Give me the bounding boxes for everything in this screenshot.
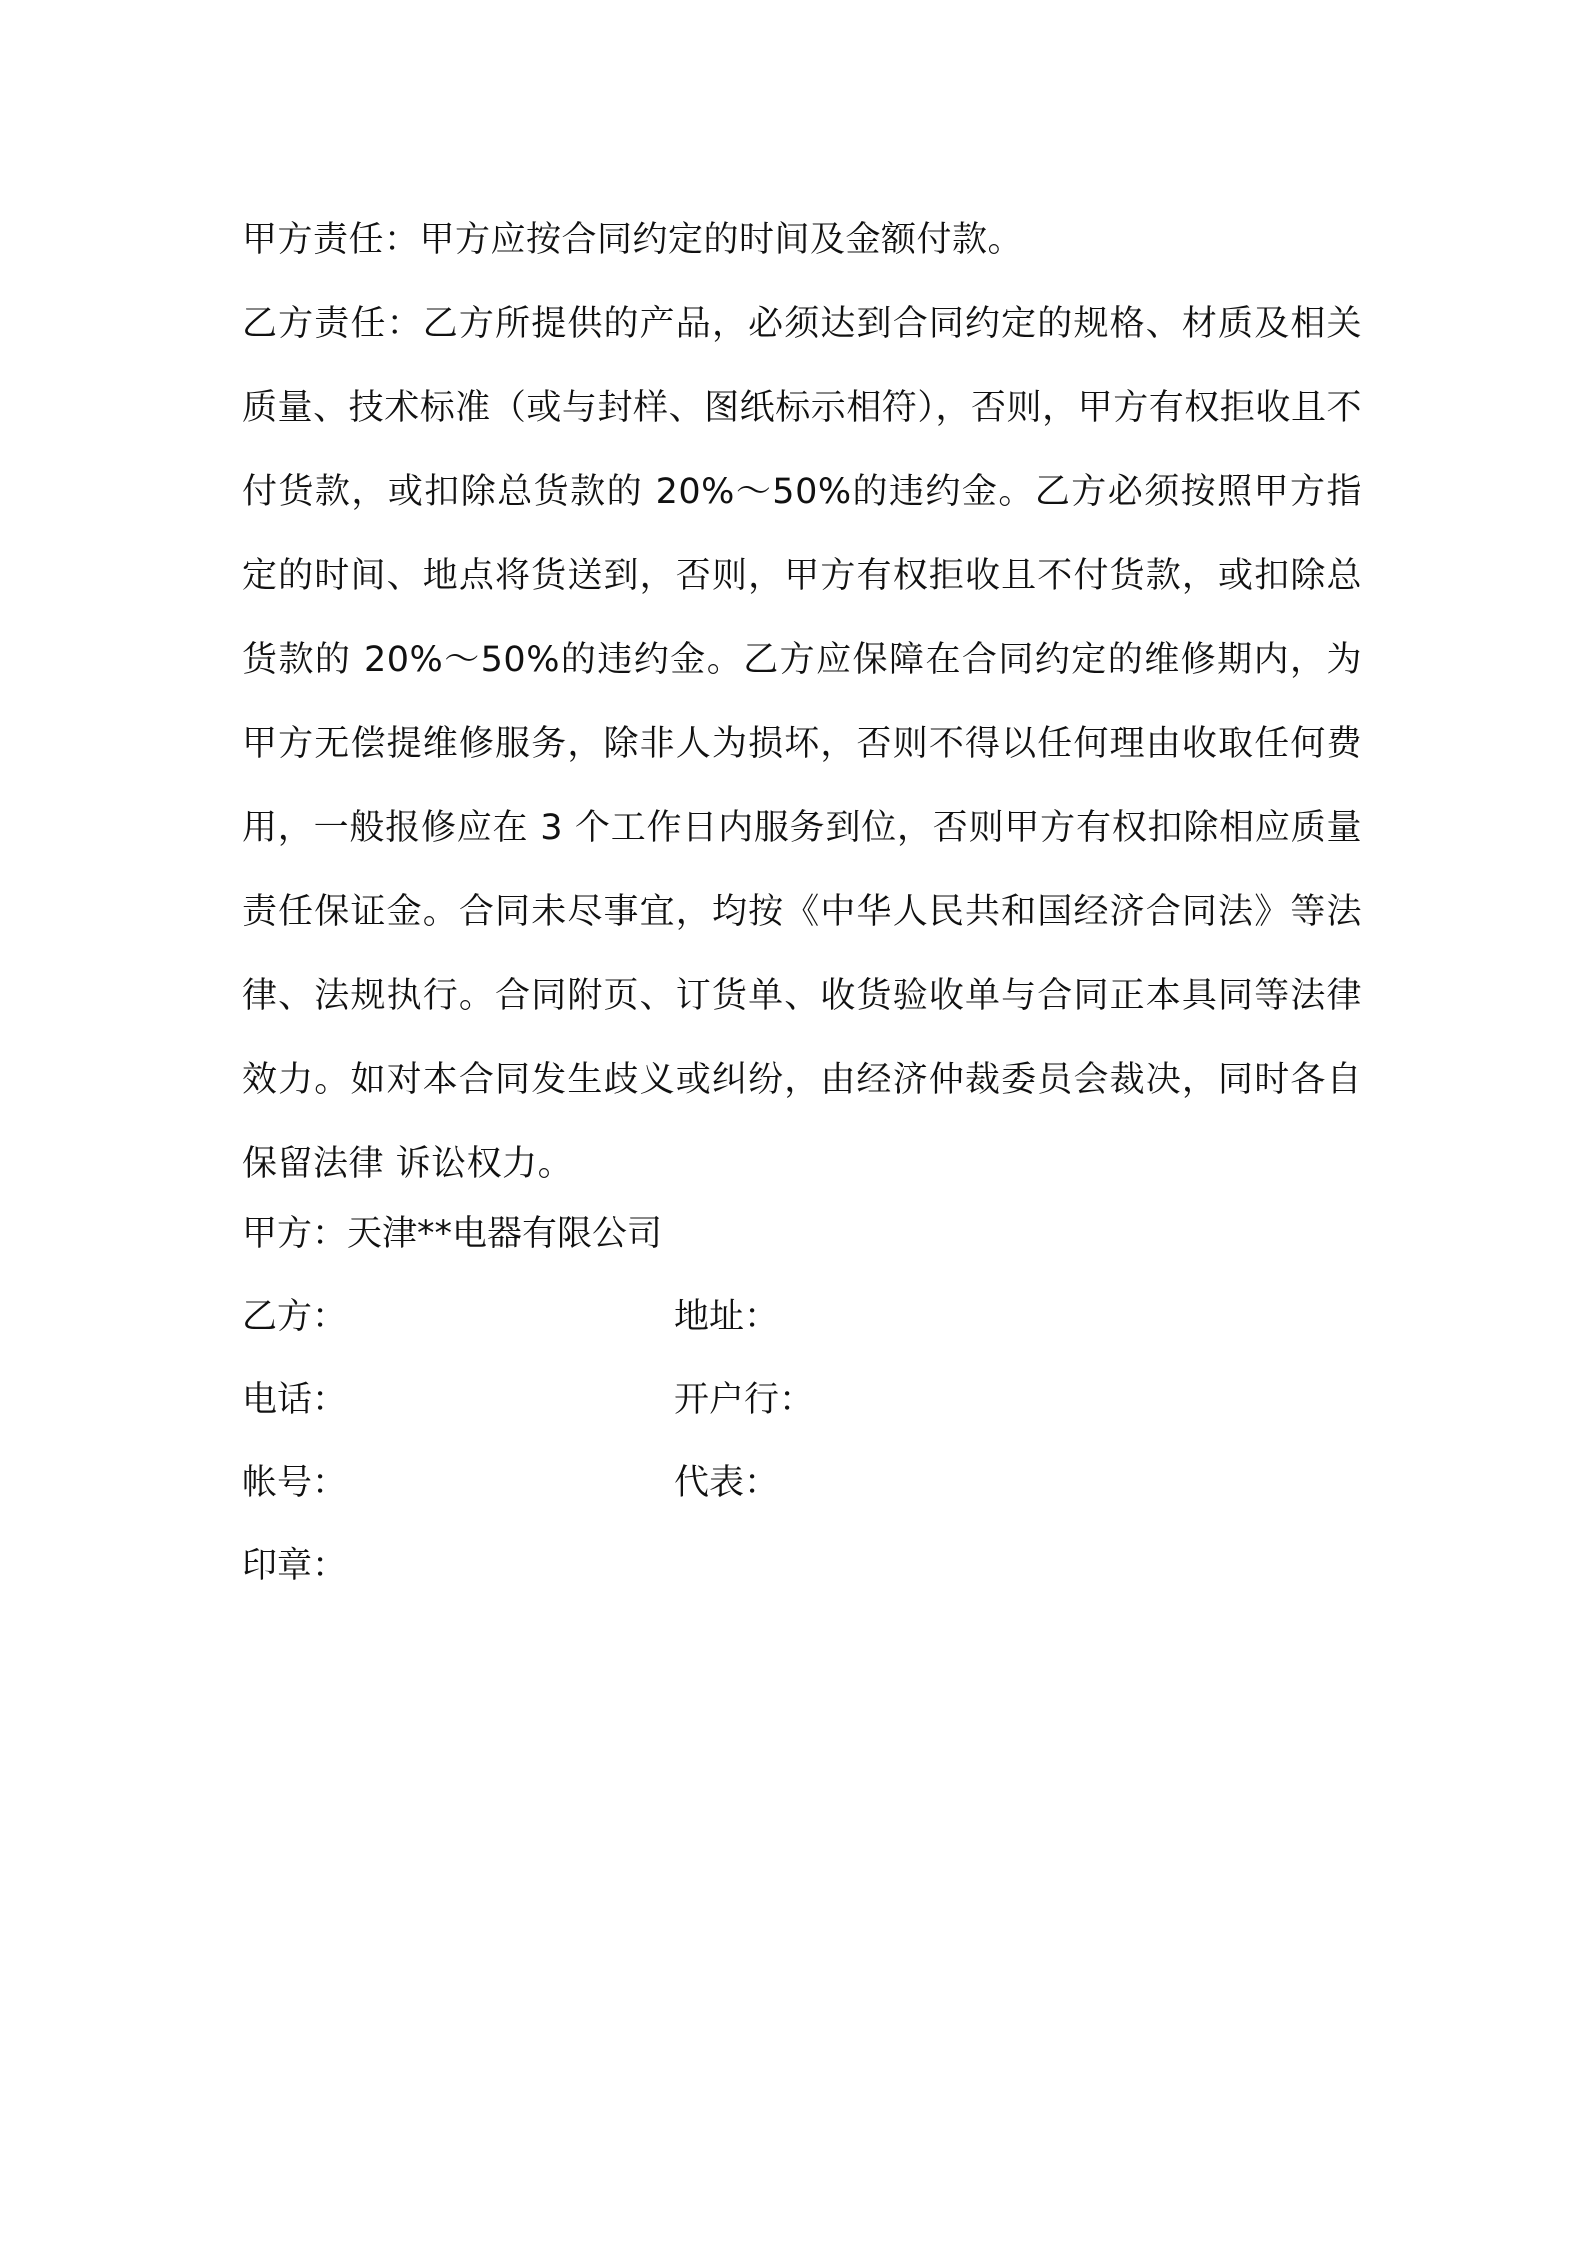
account-label: 帐号：	[242, 1463, 348, 1503]
party-b-label: 乙方：	[242, 1297, 348, 1337]
signature-block	[242, 1206, 1362, 1594]
party-a-duty-paragraph: 甲方责任：甲方应按合同约定的时间及金额付款。	[242, 220, 1024, 260]
signature-row-seal	[242, 1538, 1362, 1594]
seal-label: 印章：	[242, 1546, 348, 1586]
party-a-signature: 甲方：天津**电器有限公司	[242, 1214, 663, 1254]
representative-label: 代表：	[674, 1463, 780, 1503]
phone-label: 电话：	[242, 1380, 348, 1420]
signature-row-phone	[242, 1372, 1362, 1428]
contract-terms	[242, 198, 1362, 1206]
signature-row-account	[242, 1455, 1362, 1511]
address-label: 地址：	[674, 1297, 780, 1337]
bank-label: 开户行：	[674, 1380, 815, 1420]
party-b-duty-paragraph: 乙方责任：乙方所提供的产品，必须达到合同约定的规格、材质及相关质量、技术标准（或与封样、图纸标示相符），否则，甲方有权拒收且不付货款，或扣除总货款的 20%～50%的违约金。乙方必须按照甲方指定的时间、地点将货送到，否则，甲方有权拒收且不付货款，或扣除总货款的 20%～50%的违约金。乙方应保障在合同约定的维修期内，为甲方无偿提维修服务，除非人为损坏，否则不得以任何理由收取任何费用，一般报修应在 3 个工作日内服务到位，否则甲方有权扣除相应质量责任保证金。合同未尽事宜，均按《中华人民共和国经济合同法》等法律、法规执行。合同附页、订货单、收货验收单与合同正本具同等法律效力。如对本合同发生歧义或纠纷，由经济仲裁委员会裁决，同时各自保留法律 诉讼权力。	[242, 304, 1362, 1184]
signature-row-party-b	[242, 1289, 1362, 1345]
